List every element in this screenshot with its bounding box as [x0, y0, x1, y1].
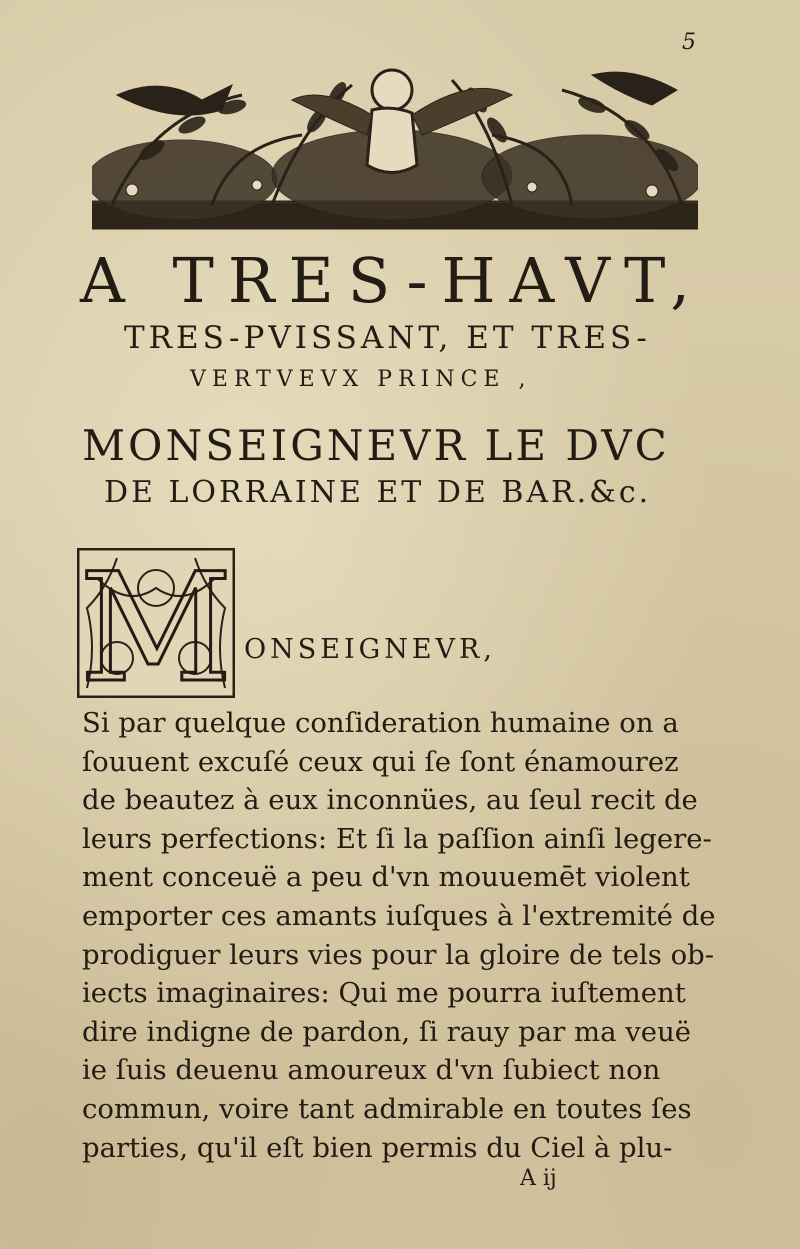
body-line: commun, voire tant admirable en toutes ſes [82, 1092, 692, 1125]
title-line-2: TRES-PVISSANT, ET TRES- [124, 320, 651, 356]
body-line: ſouuent excuſé ceux qui ſe ſont énamourez [82, 745, 679, 778]
title-line-5: DE LORRAINE ET DE BAR.&c. [104, 475, 652, 510]
body-line: de beautez à eux inconnües, au ſeul recit de [82, 784, 698, 817]
signature-mark: A ij [520, 1166, 557, 1191]
body-line: dire indigne de pardon, ſi rauy par ma veuë [82, 1015, 692, 1048]
body-line: parties, qu'il eſt bien permis du Ciel à plu- [82, 1131, 673, 1164]
title-line-4: MONSEIGNEVR LE DVC [82, 421, 670, 470]
body-line: leurs perfections: Et ſi la paſſion ainſi legere- [82, 822, 712, 855]
body-line: ment conceuë a peu d'vn mouuemēt violent [82, 861, 690, 894]
decorated-initial-m [77, 548, 235, 698]
salutation: ONSEIGNEVR, [244, 634, 496, 665]
title-line-3: VERTVEVX PRINCE , [190, 367, 532, 392]
page-number: 5 [682, 30, 696, 55]
body-line: prodiguer leurs vies pour la gloire de tels ob- [82, 938, 715, 971]
title-line-1: A TRES-HAVT, [80, 244, 704, 317]
initial-letter: M [79, 548, 233, 698]
body-line: iects imaginaires: Qui me pourra iuſtement [82, 977, 686, 1010]
body-line: ie ſuis deuenu amoureux d'vn ſubiect non [82, 1054, 661, 1087]
body-line: emporter ces amants iuſques à l'extremité de [82, 899, 716, 932]
body-text [82, 704, 716, 1167]
body-line: Si par quelque conſideration humaine on a [82, 707, 679, 739]
headpiece-ornament [92, 55, 698, 235]
